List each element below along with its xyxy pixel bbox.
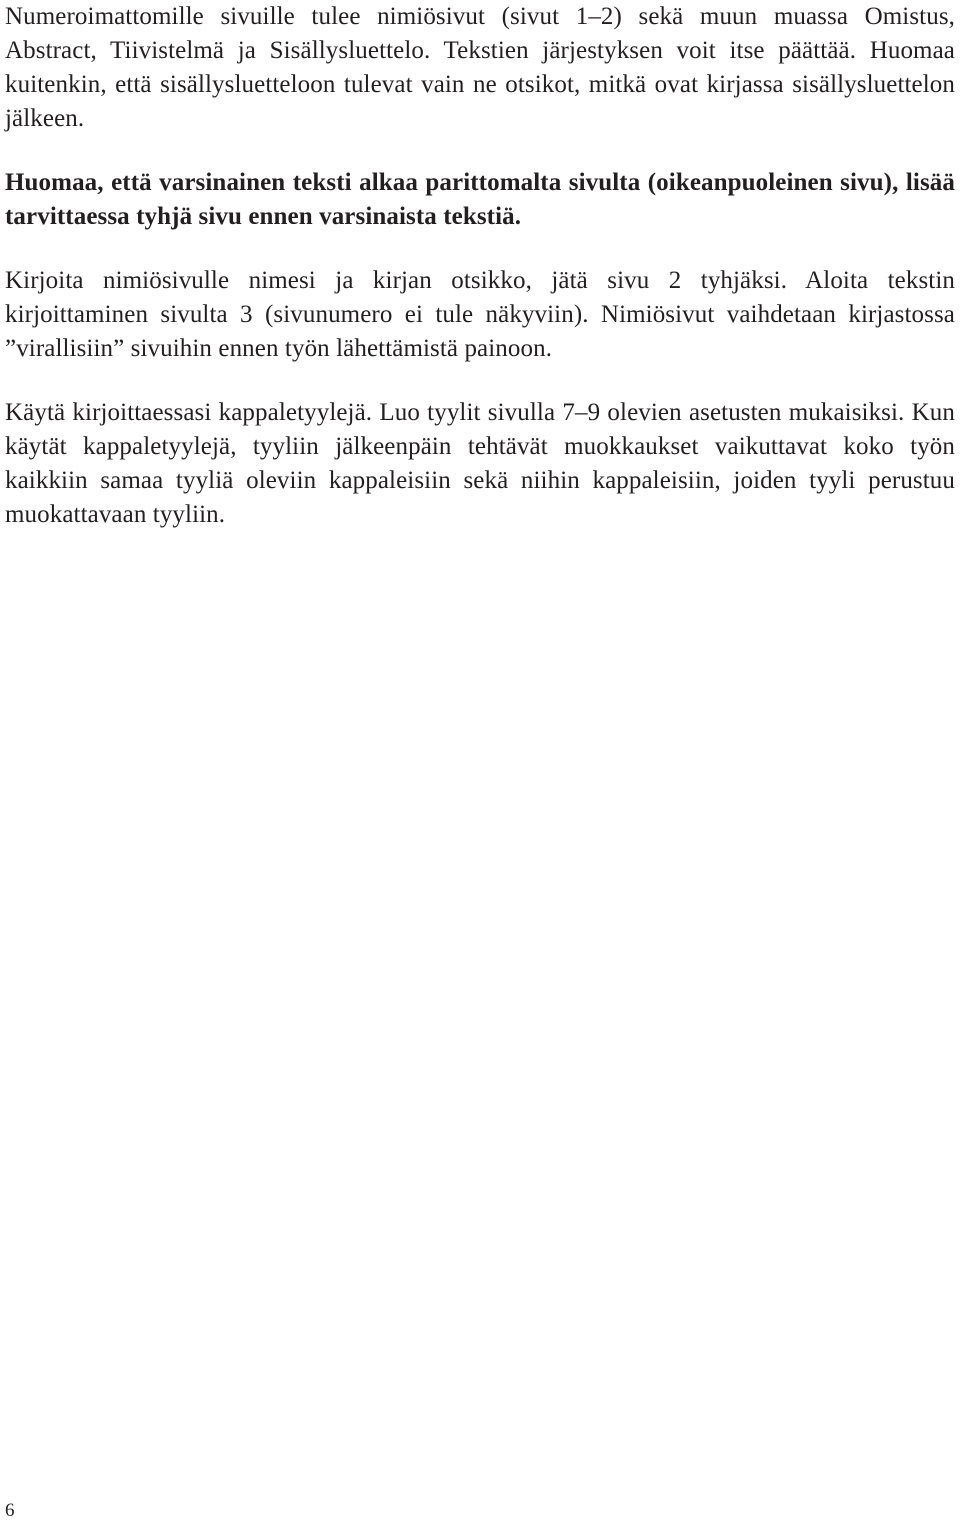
document-page — [5, 0, 955, 532]
paragraph-front-matter: Numeroimattomille sivuille tulee nimiösivut (sivut 1–2) sekä muun muassa Omistus, Abstract, Tiivistelmä ja Sisällysluettelo. Tekstien järjestyksen voit itse päättää. Huomaa kuitenkin, että sisällysluetteloon tulevat vain ne otsikot, mitkä ovat kirjassa sisällysluettelon jälkeen. — [5, 3, 955, 132]
paragraph-title-page-instructions: Kirjoita nimiösivulle nimesi ja kirjan otsikko, jätä sivu 2 tyhjäksi. Aloita tekstin kirjoittaminen sivulta 3 (sivunumero ei tule näkyviin). Nimiösivut vaihdetaan kirjastossa ”virallisiin” sivuihin ennen työn lähettämistä painoon. — [5, 267, 955, 362]
paragraph-odd-page-note: Huomaa, että varsinainen teksti alkaa parittomalta sivulta (oikeanpuoleinen sivu), lisää tarvittaessa tyhjä sivu ennen varsinaista tekstiä. — [5, 169, 955, 230]
page-number: 6 — [5, 1500, 15, 1521]
paragraph-paragraph-styles: Käytä kirjoittaessasi kappaletyylejä. Luo tyylit sivulla 7–9 olevien asetusten mukaisiksi. Kun käytät kappaletyylejä, tyyliin jälkeenpäin tehtävät muokkaukset vaikuttavat koko työn kaikkiin samaa tyyliä oleviin kappaleisiin sekä niihin kappaleisiin, joiden tyyli perustuu muokattavaan tyyliin. — [5, 399, 955, 528]
